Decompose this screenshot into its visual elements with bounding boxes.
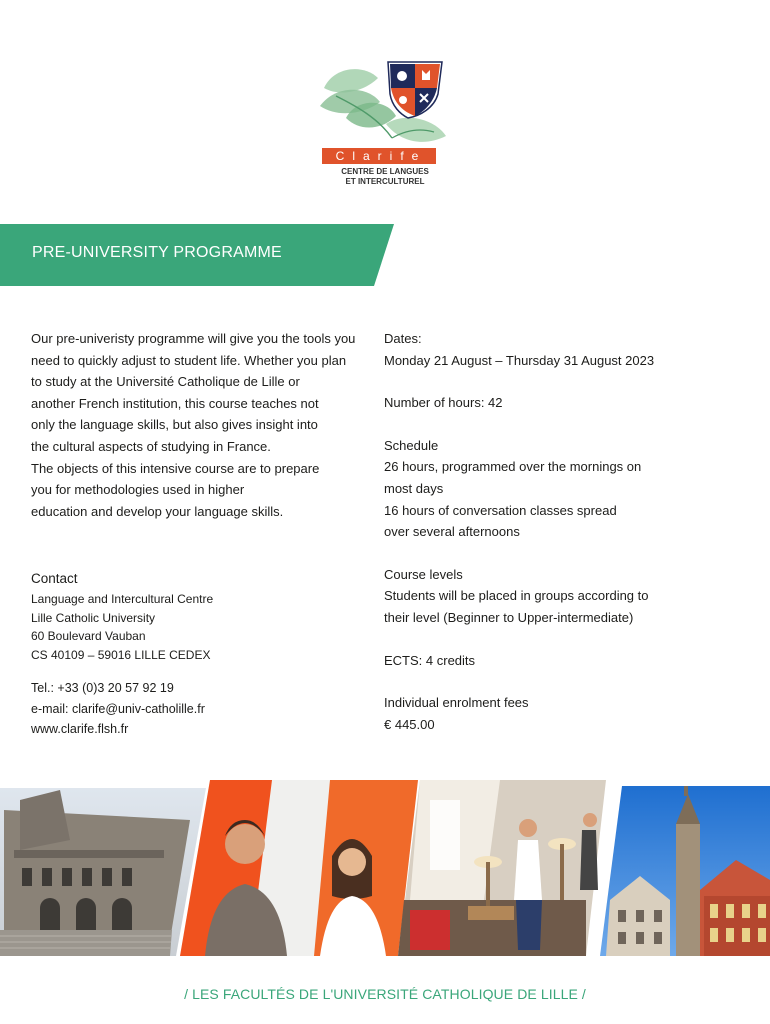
schedule-label: Schedule xyxy=(384,437,439,453)
dates-value: Monday 21 August – Thursday 31 August 2023 xyxy=(384,352,655,368)
ects-text: ECTS: 4 credits xyxy=(384,652,476,668)
address-line: CS 40109 – 59016 LILLE CEDEX xyxy=(31,647,211,662)
logo-brand-name: Clarife xyxy=(322,148,436,164)
lille-architecture-photo xyxy=(600,786,770,956)
intro-text xyxy=(31,328,361,522)
intro-line: need to quickly adjust to student life. Whether you plan xyxy=(31,352,347,368)
address-line: Lille Catholic University xyxy=(31,610,156,625)
schedule-line: 16 hours of conversation classes spread xyxy=(384,502,617,518)
intro-line: Our pre-univeristy programme will give you the tools you xyxy=(31,331,356,346)
levels-label: Course levels xyxy=(384,566,463,582)
contact-heading: Contact xyxy=(31,571,78,586)
website-link[interactable]: www.clarife.flsh.fr xyxy=(31,722,129,736)
university-building-photo xyxy=(0,788,206,956)
intro-line: to study at the Université Catholique de Lille or xyxy=(31,374,300,390)
banner-title: PRE-UNIVERSITY PROGRAMME xyxy=(32,244,282,261)
intro-line: the cultural aspects of studying in France. xyxy=(31,438,271,454)
intro-line: only the language skills, but also gives insight into xyxy=(31,417,318,433)
phone-text: Tel.: +33 (0)3 20 57 92 19 xyxy=(31,681,174,695)
footer-faculties: / LES FACULTÉS DE L'UNIVERSITÉ CATHOLIQUE DE LILLE / xyxy=(184,986,586,1002)
logo-emblem-icon xyxy=(316,58,454,150)
schedule-line: 26 hours, programmed over the mornings on xyxy=(384,459,642,475)
levels-line: their level (Beginner to Upper-intermediate) xyxy=(384,609,634,625)
photo-strip xyxy=(0,780,770,960)
schedule-line: most days xyxy=(384,480,444,496)
intro-line: The objects of this intensive course are to prepare xyxy=(31,460,320,476)
course-details xyxy=(384,328,680,735)
dates-label: Dates: xyxy=(384,331,422,346)
logo-subtitle-2: ET INTERCULTUREL xyxy=(345,177,425,186)
contact-block xyxy=(31,568,351,740)
address-line: 60 Boulevard Vauban xyxy=(31,629,146,643)
intro-line: another French institution, this course teaches not xyxy=(31,395,319,411)
students-photo xyxy=(180,780,418,956)
schedule-line: over several afternoons xyxy=(384,524,520,540)
email-link[interactable]: e-mail: clarife@univ-catholille.fr xyxy=(31,701,205,716)
programme-banner xyxy=(0,224,394,286)
logo-subtitle-1: CENTRE DE LANGUES xyxy=(341,167,429,176)
levels-line: Students will be placed in groups according to xyxy=(384,588,649,604)
fees-label: Individual enrolment fees xyxy=(384,695,529,711)
fees-value: € 445.00 xyxy=(384,716,435,732)
clarife-logo xyxy=(316,58,454,190)
intro-line: you for methodologies used in higher xyxy=(31,482,245,498)
address-line: Language and Intercultural Centre xyxy=(31,592,214,606)
intro-line: education and develop your language skills. xyxy=(31,503,284,519)
hours-text: Number of hours: 42 xyxy=(384,395,503,411)
library-interior-photo xyxy=(398,780,606,956)
